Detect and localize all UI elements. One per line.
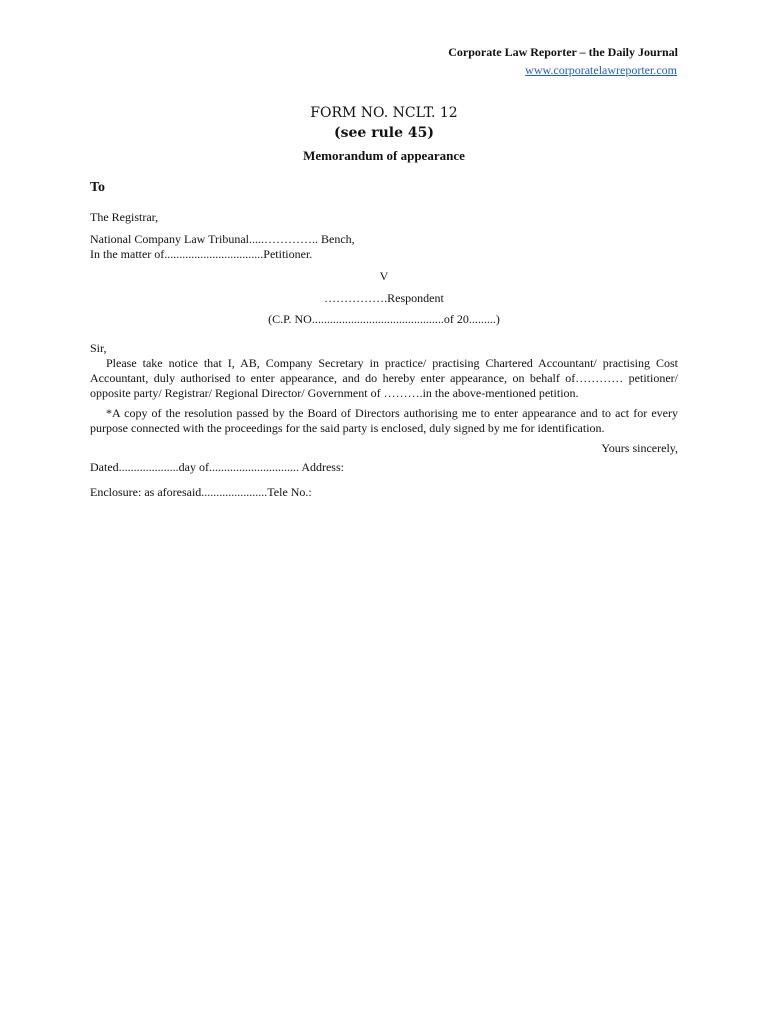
website-link[interactable]: www.corporatelawreporter.com [525, 63, 677, 77]
registrar-line: The Registrar, [90, 210, 159, 224]
matter-line: In the matter of.................................Petitioner. [90, 247, 313, 261]
salutation: Sir, [90, 341, 107, 355]
closing-line: Yours sincerely, [601, 441, 678, 455]
form-subtitle: Memorandum of appearance [303, 148, 465, 163]
form-rule: (see rule 45) [334, 125, 434, 141]
notice-paragraph: Please take notice that I, AB, Company Secretary in practice/ practising Chartered Accountant/ practising Cost Accountant, duly authorised to enter appearance, and do hereby enter appearance, on behalf of………… petitioner/ opposite party/ Registrar/ Regional Director/ Government of ……….in the above-mentioned petition. [90, 356, 678, 400]
respondent-line: …………….Respondent [324, 291, 444, 305]
dated-line: Dated....................day of.............................. Address: [90, 460, 344, 474]
enclosure-line: Enclosure: as aforesaid......................Tele No.: [90, 485, 312, 499]
tribunal-line: National Company Law Tribunal.....………….. Bench, [90, 232, 355, 246]
cp-number-line: (C.P. NO............................................of 20.........) [268, 312, 500, 326]
resolution-paragraph: *A copy of the resolution passed by the Board of Directors authorising me to enter appearance and to act for every purpose connected with the proceedings for the said party is enclosed, duly signed by me for identification. [90, 406, 678, 435]
journal-name: Corporate Law Reporter – the Daily Journal [448, 45, 678, 59]
addressee-to: To [90, 180, 106, 195]
versus-line: V [379, 269, 389, 283]
form-title: FORM NO. NCLT. 12 [310, 105, 458, 121]
